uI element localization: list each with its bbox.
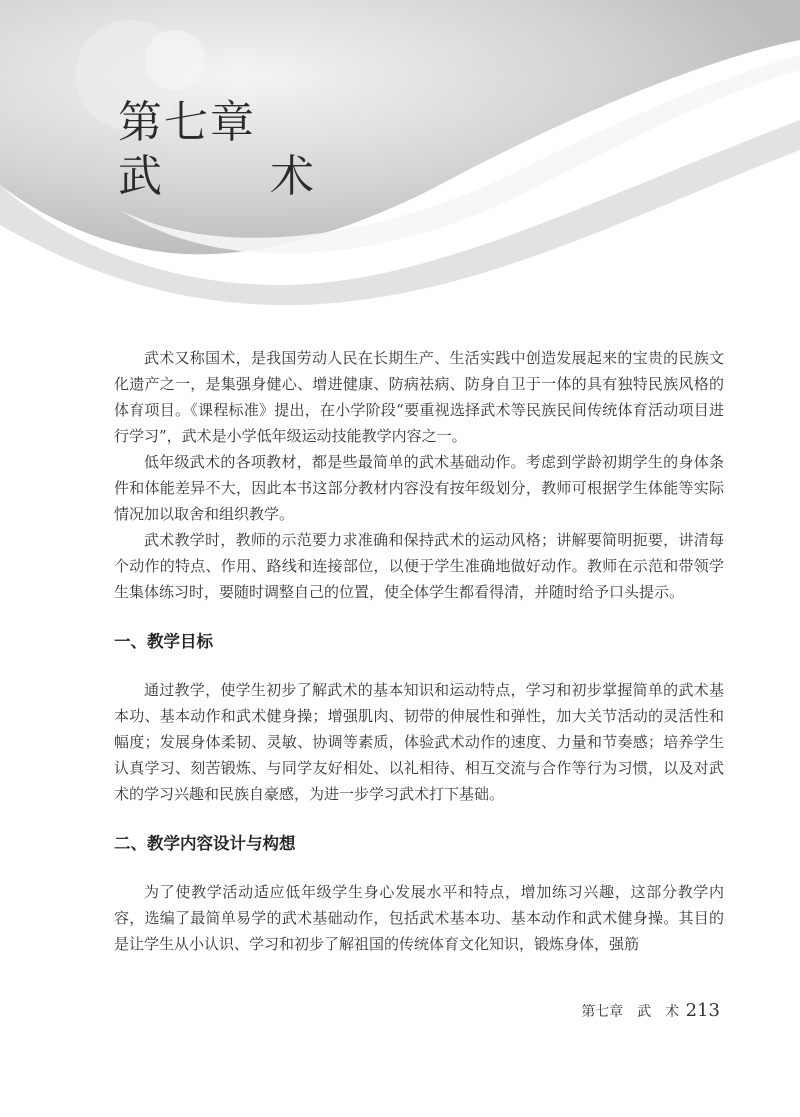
section-heading-content-design: 二、教学内容设计与构想 (114, 834, 296, 853)
intro-paragraph: 武术教学时，教师的示范要力求准确和保持武术的运动风格；讲解要简明扼要，讲清每个动作的特点、作用、路线和连接部位，以便于学生准确地做好动作。教师在示范和带领学生集体练习时，要随时调整自己的位置，使全体学生都看得清，并随时给予口头提示。 (114, 531, 724, 601)
running-head: 第七章 武 术 (581, 1004, 680, 1020)
chapter-name: 武 术 (118, 151, 346, 202)
chapter-number: 第七章 (118, 97, 256, 148)
intro-paragraph: 武术又称国术，是我国劳动人民在长期生产、生活实践中创造发展起来的宝贵的民族文化遗产之一，是集强身健心、增进健康、防病祛病、防身自卫于一体的具有独特民族风格的体育项目。《课程标准》提出，在小学阶段“要重视选择武术等民族民间传统体育活动项目进行学习”，武术是小学低年级运动技能教学内容之一。 (114, 349, 724, 445)
section-paragraph: 通过教学，使学生初步了解武术的基本知识和运动特点，学习和初步掌握简单的武术基本功、基本动作和武术健身操；增强肌肉、韧带的伸展性和弹性，加大关节活动的灵活性和幅度；发展身体柔韧、灵敏、协调等素质，体验武术动作的速度、力量和节奏感；培养学生认真学习、刻苦锻炼、与同学友好相处、以礼相待、相互交流与合作等行为习惯，以及对武术的学习兴趣和民族自豪感，为进一步学习武术打下基础。 (114, 681, 724, 803)
chapter-title (118, 96, 346, 204)
page-number: 213 (685, 1000, 720, 1021)
section-heading-objectives: 一、教学目标 (114, 632, 213, 651)
page-footer (581, 1000, 720, 1021)
body-text (114, 345, 724, 957)
intro-paragraph: 低年级武术的各项教材，都是些最简单的武术基础动作。考虑到学龄初期学生的身体条件和体能差异不大，因此本书这部分教材内容没有按年级划分，教师可根据学生体能等实际情况加以取舍和组织教学。 (114, 453, 724, 523)
section-paragraph: 为了使教学活动适应低年级学生身心发展水平和特点，增加练习兴趣，这部分教学内容，选编了最简单易学的武术基础动作，包括武术基本功、基本动作和武术健身操。其目的是让学生从小认识、学习和初步了解祖国的传统体育文化知识，锻炼身体，强筋 (114, 883, 724, 953)
